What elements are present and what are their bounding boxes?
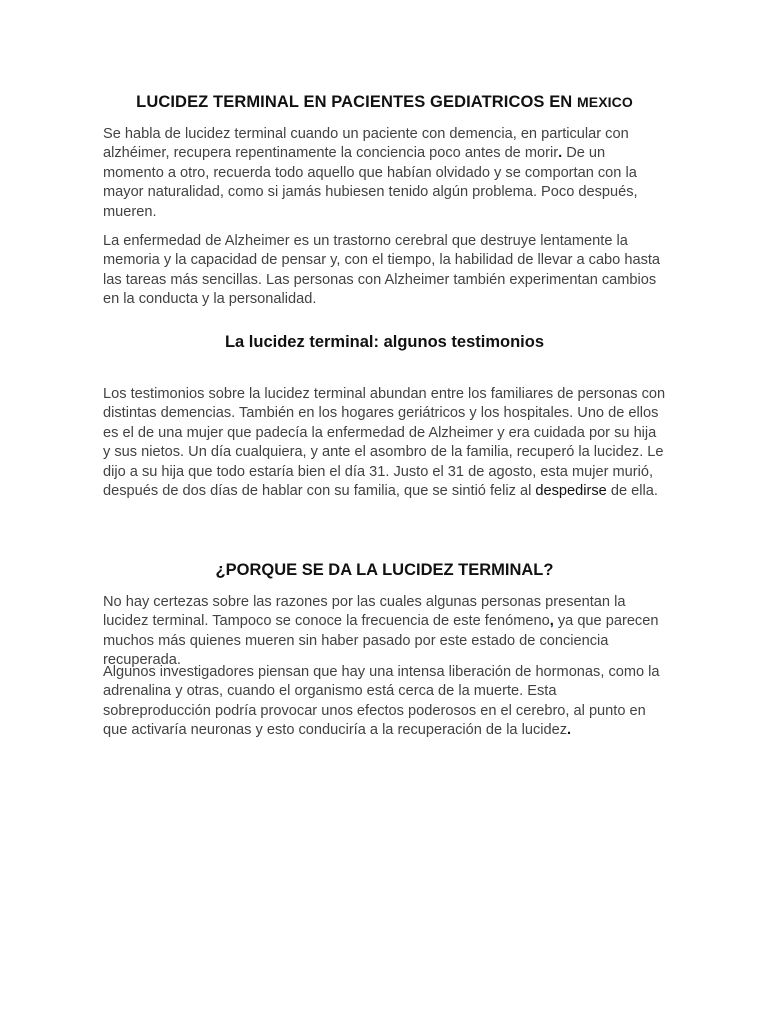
title-main-text: LUCIDEZ TERMINAL EN PACIENTES GEDIATRICOS EN — [136, 93, 578, 111]
paragraph-hormonas — [103, 663, 666, 741]
paragraph1-part2: De un momento a otro, recuerda todo aquello que habían olvidado y se comportan con la mayor naturalidad, como si jamás hubiesen tenido algún problema. Poco después, mueren. — [103, 145, 638, 220]
document-title — [103, 93, 666, 112]
heading-porque: ¿PORQUE SE DA LA LUCIDEZ TERMINAL? — [215, 561, 554, 579]
paragraph3-part1: Los testimonios sobre la lucidez terminal abundan entre los familiares de personas con distintas demencias. También en los hogares geriátricos y los hospitales. Uno de ellos es el de una mujer que padecía la enfermedad de Alzheimer y era cuidada por su hija y sus nietos. Un día cualquiera, y ante el asombro de la familia, recuperó la lucidez. Le dijo a su hija que todo estaría bien el día 31. Justo el 31 de agosto, esta mujer murió, después de dos días de hablar con su familia, que se sintió feliz al — [103, 386, 666, 500]
paragraph4-part2: ya que parecen muchos más quienes mueren sin haber pasado por este estado de conciencia recuperada. — [103, 613, 659, 669]
paragraph5-punct: . — [567, 722, 572, 739]
paragraph1-punct: . — [558, 145, 563, 162]
paragraph4-punct: , — [549, 613, 554, 630]
paragraph1-part1: Se habla de lucidez terminal cuando un paciente con demencia, en particular con alzhéimer, recupera repentinamente la conciencia poco antes de morir — [103, 126, 629, 162]
paragraph4-part1: No hay certezas sobre las razones por las cuales algunas personas presentan la lucidez terminal. Tampoco se conoce la frecuencia de este fenómeno — [103, 594, 626, 630]
paragraph-definition — [103, 125, 666, 222]
paragraph5-part1: Algunos investigadores piensan que hay una intensa liberación de hormonas, como la adrenalina y otras, cuando el organismo está cerca de la muerte. Esta sobreproducción podría provocar unos efectos poderosos en el cerebro, al punto en que activaría neuronas y esto conduciría a la recuperación de la lucidez — [103, 664, 660, 739]
despedirse-link[interactable]: despedirse — [535, 483, 607, 500]
heading-testimonios: La lucidez terminal: algunos testimonios — [224, 333, 545, 351]
paragraph3-part2: de ella. — [606, 483, 658, 500]
paragraph-certezas — [103, 593, 666, 671]
paragraph-testimonios — [103, 385, 666, 501]
title-small-text: MEXICO — [577, 94, 633, 110]
paragraph-alzheimer: La enfermedad de Alzheimer es un trastorno cerebral que destruye lentamente la memoria y la capacidad de pensar y, con el tiempo, la habilidad de llevar a cabo hasta las tareas más sencillas. Las personas con Alzheimer también experimentan cambios en la conducta y la personalidad. — [103, 233, 661, 308]
